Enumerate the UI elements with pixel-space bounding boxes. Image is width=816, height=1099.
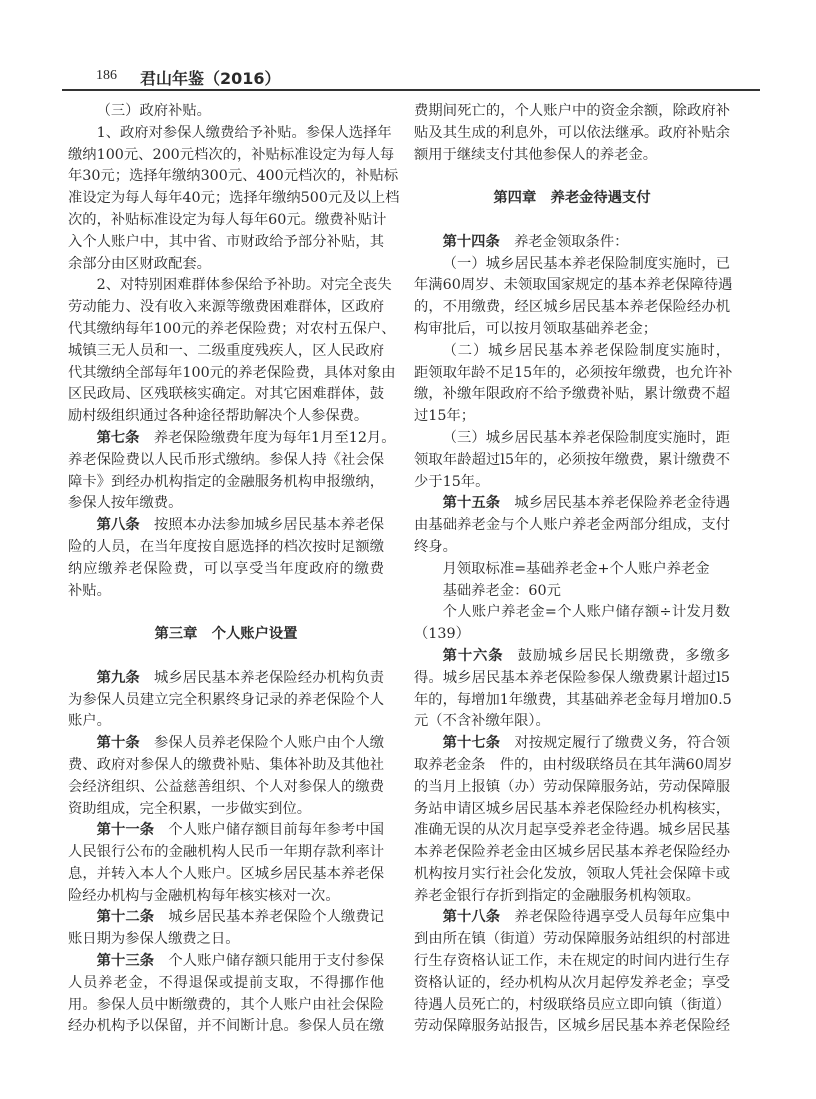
text-line [68,188,400,210]
line-text: 余部分由区财政配套。 [68,255,211,272]
text-line [414,232,730,254]
text-line [414,907,730,929]
article-paragraph [414,907,730,1038]
text-line [414,101,730,123]
line-text: 城镇三无人员和一、二级重度残疾人，区人民政府 [68,342,384,359]
line-text: 1、政府对参保人缴费给予补贴。参保人选择年 [96,124,392,141]
line-text: 城乡居民基本养老保险养老金待遇 [514,495,731,512]
text-line [68,254,384,276]
text-line [414,428,730,450]
article-paragraph [414,493,730,558]
line-text: 月领取标准=基础养老金+个人账户养老金 [442,560,710,577]
line-text: 劳动保障服务站报告，区城乡居民基本养老保险经 [414,1018,730,1035]
line-text: 取养老金条 件的，由村级联络员在其年满60周岁 [414,756,733,773]
article-number: 第十七条 [442,735,501,752]
text-line [68,777,384,799]
text-line [414,886,730,908]
line-text: 年满60周岁、未领取国家规定的基本养老保障待遇 [414,277,733,294]
chapter-heading: 第四章 养老金待遇支付 [493,190,651,207]
article-number: 第十三条 [96,953,155,970]
line-text: 息，并转入本人个人账户。区城乡居民基本养老保 [68,865,384,882]
line-text: 由基础养老金与个人账户养老金两部分组成，支付 [414,517,730,534]
paragraph [414,602,730,646]
text-line [68,145,395,167]
line-text: 费、政府对参保人的缴费补贴、集体补助及其他社 [68,756,384,773]
line-text: 2、对特别困难群体参保给予补助。对完全丧失 [96,277,392,294]
text-line [414,733,730,755]
text-line [68,101,384,123]
text-line [68,537,384,559]
line-text: 待遇人员死亡的，村级联络员应立即向镇（街道） [414,996,730,1013]
paragraph [414,428,730,493]
line-text: 次的，补贴标准设定为每人每年60元。缴费补贴计 [68,211,387,228]
text-line [414,297,730,319]
article-number: 第十八条 [442,909,501,926]
line-text: 缴纳100元、200元档次的，补贴标准设定为每人每 [68,146,395,163]
line-text: 元（不含补缴年限）。 [414,713,550,730]
article-number: 第十四条 [442,233,500,250]
article-number: 第十二条 [96,909,155,926]
line-text: 个人账户储存额只能用于支付参保 [168,953,385,970]
line-text: 领取年龄超过l5年的，必须按年缴费，累计缴费不 [414,451,730,468]
text-line [68,450,384,472]
line-text: 参保人按年缴费。 [68,495,183,512]
line-text: 会经济组织、公益慈善组织、个人对参保人的缴费 [68,778,384,795]
text-line [414,493,730,515]
text-line [414,799,730,821]
text-line [414,581,730,603]
line-text: 账日期为参保人缴费之日。 [68,931,240,948]
line-text: 的，不用缴费，经区城乡居民基本养老保险经办机 [414,299,730,316]
article-number: 第八条 [96,517,140,534]
line-text: 基础养老金：60元 [442,582,561,599]
article-number: 第十五条 [442,495,501,512]
article-number: 第七条 [96,429,140,446]
line-text: 按照本办法参加城乡居民基本养老保 [154,517,385,534]
text-line [68,886,384,908]
text-line [68,907,384,929]
line-text: 补贴。 [68,582,111,599]
article-paragraph [414,646,730,733]
text-line [414,537,730,559]
text-line [414,624,730,646]
line-text: 终身。 [414,538,457,555]
text-line [414,145,730,167]
text-line [68,384,384,406]
line-text: （三）城乡居民基本养老保险制度实施时，距 [442,429,730,446]
line-text: 城乡居民基本养老保险经办机构负责 [154,669,385,686]
line-text: 为参保人员建立完全积累终身记录的养老保险个人 [68,691,384,708]
text-line [68,515,384,537]
line-text: 过15年； [414,408,476,425]
line-text: 用。参保人员中断缴费的，其个人账户由社会保险 [68,996,384,1013]
text-line [68,668,384,690]
line-text: 到由所在镇（街道）劳动保障服务站组织的村部进 [414,931,730,948]
article-paragraph [68,820,384,907]
paragraph [414,254,733,341]
text-line [68,951,384,973]
text-line [414,450,730,472]
text-line [414,973,730,995]
line-text: 少于15年。 [414,473,490,490]
line-text: 代其缴纳每年100元的养老保险费；对农村五保户、 [68,320,396,337]
line-text: 劳动能力、没有收入来源等缴费困难群体，区政府 [68,299,384,316]
text-line [68,493,384,515]
text-line [68,559,384,581]
line-text: 养老保险缴费年度为每年1月至12月。 [153,429,396,446]
text-line [414,646,730,668]
text-line [414,864,730,886]
text-line [68,733,384,755]
text-line [68,755,384,777]
text-line [414,472,730,494]
line-text: 险的人员，在当年度按自愿选择的档次按时足额缴 [68,538,384,555]
line-text: 机构按月实行社会化发放，领取人凭社会保障卡或 [414,865,730,882]
text-line [68,275,392,297]
text-line [68,929,384,951]
line-text: （二）城乡居民基本养老保险制度实施时， [442,342,730,359]
article-number: 第十一条 [96,822,155,839]
article-paragraph [414,733,733,907]
article-paragraph [414,232,730,254]
text-line [414,777,730,799]
text-line [68,842,384,864]
text-line [68,995,384,1017]
line-text: 年30元；选择年缴纳300元、400元档次的，补贴标 [68,168,399,185]
text-line [414,123,730,145]
text-line [414,755,733,777]
paragraph [414,101,730,166]
article-paragraph [68,515,384,602]
line-text: 贴及其生成的利息外，可以依法继承。政府补贴余 [414,124,730,141]
article-paragraph [68,668,384,733]
text-line [414,690,730,712]
line-text: 养老保险费以人民币形式缴纳。参保人持《社会保 [68,451,384,468]
text-line [414,951,730,973]
text-line [68,210,387,232]
line-text: 区民政局、区残联核实确定。对其它困难群体，鼓 [68,386,384,403]
paragraph [414,581,730,603]
line-text: 资助组成，完全积累，一步做实到位。 [68,800,312,817]
text-line [68,341,384,363]
text-line [414,842,730,864]
paragraph [414,341,733,428]
line-text: 人民银行公布的金融机构人民币一年期存款利率计 [68,844,384,861]
text-line [68,690,384,712]
text-line [414,406,730,428]
text-line [414,711,730,733]
text-line [414,820,730,842]
text-line [68,820,384,842]
line-text: 距领取年龄不足15年的，必须按年缴费，也允许补 [414,364,733,381]
line-text: 养老保险待遇享受人员每年应集中 [514,909,731,926]
text-line [68,799,384,821]
line-text: 代其缴纳全部每年100元的养老保险费，具体对象由 [68,364,396,381]
text-line [414,363,733,385]
line-text: 年的，每增加1年缴费，其基础养老金每月增加0.5 [414,691,732,708]
text-line [414,602,730,624]
text-line [68,319,396,341]
line-text: 得。城乡居民基本养老保险参保人缴费累计超过l5 [414,669,730,686]
line-text: 城乡居民基本养老保险个人缴费记 [168,909,385,926]
text-line [414,515,730,537]
text-line [68,581,384,603]
article-paragraph [68,907,384,951]
text-line [414,668,730,690]
line-text: 经办机构予以保留，并不间断计息。参保人员在缴 [68,1018,384,1035]
line-text: 障卡》到经办机构指定的金融服务机构申报缴纳， [68,473,384,490]
article-number: 第十条 [96,735,140,752]
paragraph [414,559,730,581]
chapter-heading: 第三章 个人账户设置 [154,626,298,643]
line-text: 入个人账户中，其中省、市财政给予部分补贴，其 [68,233,384,250]
line-text: （三）政府补贴。 [96,103,211,119]
line-text: 励村级组织通过各种途径帮助解决个人参保费。 [68,408,369,425]
text-line [68,297,384,319]
text-line [68,428,396,450]
right-column [414,101,733,1038]
line-text: 费期间死亡的，个人账户中的资金余额，除政府补 [414,103,730,119]
article-paragraph [68,951,384,1038]
text-line [68,472,384,494]
article-paragraph [68,428,396,515]
paragraph [68,123,400,276]
line-text: 养老金银行存折到指定的金融服务机构领取。 [414,887,700,904]
line-text: 账户。 [68,713,111,730]
line-text: 的当月上报镇（办）劳动保障服务站，劳动保障服 [414,778,730,795]
text-line [68,166,399,188]
text-line [414,1016,730,1038]
line-text: 构审批后，可以按月领取基础养老金； [414,320,658,337]
line-text: 个人账户储存额目前每年参考中国 [168,822,385,839]
text-line [414,275,733,297]
text-line [414,341,730,363]
line-text: 缴，补缴年限政府不给予缴费补贴，累计缴费不超 [414,386,730,403]
line-text: 鼓励城乡居民长期缴费，多缴多 [517,647,731,664]
text-line [68,123,392,145]
text-line [68,864,384,886]
left-column [68,101,400,1038]
text-line [68,973,384,995]
article-number: 第十六条 [442,647,504,664]
text-line [68,363,396,385]
line-text: 险经办机构与金融机构每年核实核对一次。 [68,887,340,904]
text-line [68,406,384,428]
paragraph [68,101,384,123]
text-line [68,1016,384,1038]
line-text: 本养老保险养老金由区城乡居民基本养老保险经办 [414,844,730,861]
line-text: 人员养老金，不得退保或提前支取，不得挪作他 [68,974,384,991]
text-line [414,384,730,406]
line-text: 个人账户养老金=个人账户储存额÷计发月数 [442,604,730,621]
line-text: 额用于继续支付其他参保人的养老金。 [414,146,658,163]
line-text: （139） [414,626,470,643]
line-text: 准确无误的从次月起享受养老金待遇。城乡居民基 [414,822,730,839]
line-text: 对按规定履行了缴费义务，符合领 [514,735,731,752]
text-line [414,929,730,951]
line-text: 参保人员养老保险个人账户由个人缴 [154,735,385,752]
text-line [68,711,384,733]
line-text: 准设定为每人每年40元；选择年缴纳500元及以上档 [68,190,400,207]
line-text: 务站申请区城乡居民基本养老保险经办机构核实， [414,800,730,817]
article-paragraph [68,733,384,820]
paragraph [68,275,396,428]
text-line [68,232,384,254]
text-line [414,254,730,276]
line-text: （一）城乡居民基本养老保险制度实施时，已 [442,255,730,272]
header-rule [62,89,760,91]
article-number: 第九条 [96,669,140,686]
running-header-title: 君山年鉴（2016） [140,69,281,88]
text-line [414,559,730,581]
line-text: 养老金领取条件： [514,233,629,250]
line-text: 纳应缴养老保险费，可以享受当年度政府的缴费 [68,560,384,577]
line-text: 资格认证的，经办机构从次月起停发养老金；享受 [414,974,730,991]
line-text: 行生存资格认证工作，未在规定的时间内进行生存 [414,953,730,970]
page-number: 186 [96,68,117,83]
text-line [414,995,730,1017]
text-line [414,319,730,341]
